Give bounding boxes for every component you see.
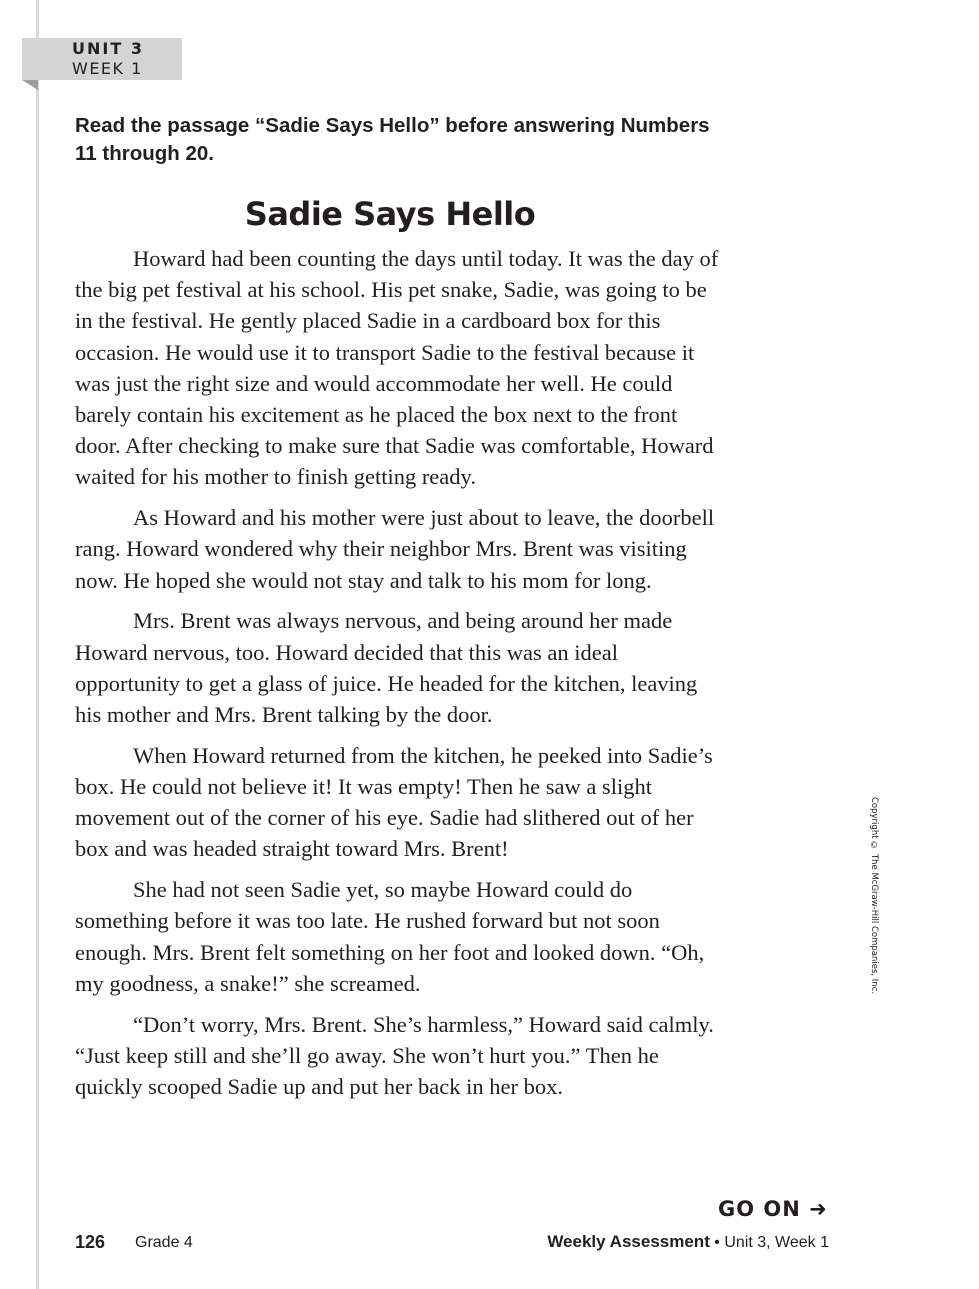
page-edge: [36, 0, 39, 1289]
passage-paragraph: She had not seen Sadie yet, so maybe Howard could do something before it was too late. He rushed forward but not soon enough. Mrs. Brent felt something on her foot and looked down. “Oh, my goodness, a snake!” she screamed.: [75, 877, 705, 996]
passage: [75, 243, 725, 1112]
footer-separator: •: [709, 1234, 725, 1251]
assessment-title: Weekly Assessment: [547, 1232, 710, 1251]
go-on-prompt: [718, 1195, 828, 1223]
go-on-label: GO ON: [718, 1197, 801, 1221]
week-label: WEEK 1: [72, 59, 143, 78]
story-title: Sadie Says Hello: [244, 195, 536, 233]
passage-paragraph: Howard had been counting the days until today. It was the day of the big pet festival at his school. His pet snake, Sadie, was going to be in the festival. He gently placed Sadie in a cardboard box for this occasion. He would use it to transport Sadie to the festival because it was just the right size and would accommodate her well. He could barely contain his excitement as he placed the box next to the front door. After checking to make sure that Sadie was comfortable, Howard waited for his mother to finish getting ready.: [75, 246, 719, 490]
page-number: 126: [75, 1232, 106, 1252]
passage-paragraph: “Don’t worry, Mrs. Brent. She’s harmless,” Howard said calmly. “Just keep still and she’ll go away. She won’t hurt you.” Then he quickly scooped Sadie up and put her back in her box.: [75, 1011, 714, 1100]
unit-tab-notch: [22, 80, 38, 90]
instructions: Read the passage “Sadie Says Hello” before answering Numbers 11 through 20.: [75, 114, 710, 165]
unit-label: UNIT 3: [72, 39, 144, 58]
passage-paragraph: When Howard returned from the kitchen, he peeked into Sadie’s box. He could not believe it! It was empty! Then he saw a slight movement out of the corner of his eye. Sadie had slithered out of her box and was headed straight toward Mrs. Brent!: [75, 742, 713, 862]
passage-paragraph: Mrs. Brent was always nervous, and being around her made Howard nervous, too. Howard decided that this was an ideal opportunity to get a glass of juice. He headed for the kitchen, leaving his mother and Mrs. Brent talking by the door.: [75, 608, 698, 728]
passage-paragraph: As Howard and his mother were just about to leave, the doorbell rang. Howard wondered why their neighbor Mrs. Brent was visiting now. He hoped she would not stay and talk to his mom for long.: [75, 505, 715, 593]
grade-label: Grade 4: [135, 1234, 193, 1251]
assessment-footer: [547, 1232, 829, 1253]
arrow-right-icon: ➜: [809, 1197, 828, 1221]
unit-week-label: Unit 3, Week 1: [724, 1234, 829, 1251]
copyright-notice: Copyright © The McGraw-Hill Companies, Inc.: [869, 797, 879, 995]
